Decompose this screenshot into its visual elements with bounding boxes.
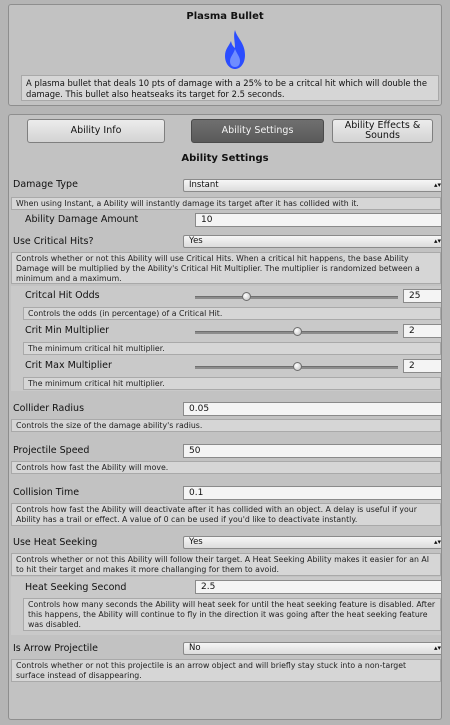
critical-hits-label: Use Critical Hits? <box>13 236 94 247</box>
section-title: Ability Settings <box>181 153 269 164</box>
critical-settings-group <box>11 286 441 391</box>
collider-radius-label: Collider Radius <box>13 403 85 414</box>
crit-min-label: Crit Min Multiplier <box>25 325 110 336</box>
critical-hits-value: Yes <box>189 236 203 246</box>
flame-icon <box>223 29 247 71</box>
crit-odds-help: Controls the odds (in percentage) of a Critical Hit. <box>23 307 441 320</box>
projectile-speed-help: Controls how fast the Ability will move. <box>11 461 441 474</box>
damage-amount-field[interactable]: 10 <box>195 213 442 227</box>
crit-min-field[interactable]: 2 <box>403 324 442 338</box>
heat-seeking-label: Use Heat Seeking <box>13 537 98 548</box>
arrow-projectile-label: Is Arrow Projectile <box>13 643 98 654</box>
collider-radius-field[interactable]: 0.05 <box>183 402 442 416</box>
damage-amount-label: Ability Damage Amount <box>25 214 139 225</box>
crit-min-help: The minimum critical hit multiplier. <box>23 342 441 355</box>
crit-max-slider-handle[interactable] <box>293 362 302 371</box>
crit-odds-field[interactable]: 25 <box>403 289 442 303</box>
ability-name: Plasma Bullet <box>186 11 264 22</box>
arrow-projectile-dropdown[interactable] <box>183 642 442 655</box>
critical-hits-help: Controls whether or not this Ability will use Critical Hits. When a critical hit happens, the base Ability Damage will be multiplied by the Ability's Critical Hit Multiplier. The multiplier is randomized between a minimum and a maximum. <box>11 252 441 284</box>
crit-max-help: The minimum critical hit multiplier. <box>23 377 441 390</box>
crit-max-field[interactable]: 2 <box>403 359 442 373</box>
collision-time-field[interactable]: 0.1 <box>183 486 442 500</box>
tab-ability-effects-sounds[interactable]: Ability Effects & Sounds <box>332 119 433 143</box>
crit-odds-label: Critcal Hit Odds <box>25 290 100 301</box>
crit-odds-slider-handle[interactable] <box>242 292 251 301</box>
ability-editor-panel <box>8 114 442 720</box>
dropdown-arrow-icon: ▴▾ <box>433 181 441 189</box>
arrow-projectile-value: No <box>189 643 201 653</box>
collider-radius-help: Controls the size of the damage ability's radius. <box>11 419 441 432</box>
dropdown-arrow-icon: ▴▾ <box>433 538 441 546</box>
damage-type-help: When using Instant, a Ability will instantly damage its target after it has collided with it. <box>11 197 441 210</box>
tab-ability-info[interactable]: Ability Info <box>27 119 165 143</box>
heat-seeking-dropdown[interactable] <box>183 536 442 549</box>
crit-odds-slider-track[interactable] <box>195 296 398 299</box>
dropdown-arrow-icon: ▴▾ <box>433 644 441 652</box>
damage-type-dropdown[interactable] <box>183 179 442 192</box>
projectile-speed-label: Projectile Speed <box>13 445 90 456</box>
heat-seeking-second-help: Controls how many seconds the Ability will heat seek for until the heat seeking feature is disabled. After this happens, the Ability will continue to fly in the direction it was going after the heat seeking feature was disabled. <box>23 598 441 631</box>
heat-seeking-help: Controls whether or not this Ability will follow their target. A Heat Seeking Ability makes it easier for an AI to hit their target and makes it more challanging for them to avoid. <box>11 553 441 576</box>
ability-description: A plasma bullet that deals 10 pts of damage with a 25% to be a critcal hit which will double the damage. This bullet also heatseaks its target for 2.5 seconds. <box>21 75 439 101</box>
ability-header-panel <box>8 4 442 106</box>
tab-ability-settings[interactable]: Ability Settings <box>191 119 324 143</box>
arrow-projectile-help: Controls whether or not this projectile is an arrow object and will briefly stay stuck into a non-target surface instead of disappearing. <box>11 659 441 682</box>
critical-hits-dropdown[interactable] <box>183 235 442 248</box>
heat-seeking-second-label: Heat Seeking Second <box>25 582 127 593</box>
damage-type-value: Instant <box>189 180 219 190</box>
heat-seeking-value: Yes <box>189 537 203 547</box>
heat-seeking-second-field[interactable]: 2.5 <box>195 580 442 594</box>
crit-max-label: Crit Max Multiplier <box>25 360 112 371</box>
damage-type-label: Damage Type <box>13 179 78 190</box>
dropdown-arrow-icon: ▴▾ <box>433 237 441 245</box>
collision-time-help: Controls how fast the Ability will deactivate after it has collided with an object. A delay is useful if your Ability has a trail or effect. A value of 0 can be used if you'd like to deactivate instantly. <box>11 503 441 526</box>
projectile-speed-field[interactable]: 50 <box>183 444 442 458</box>
collision-time-label: Collision Time <box>13 487 80 498</box>
crit-min-slider-handle[interactable] <box>293 327 302 336</box>
